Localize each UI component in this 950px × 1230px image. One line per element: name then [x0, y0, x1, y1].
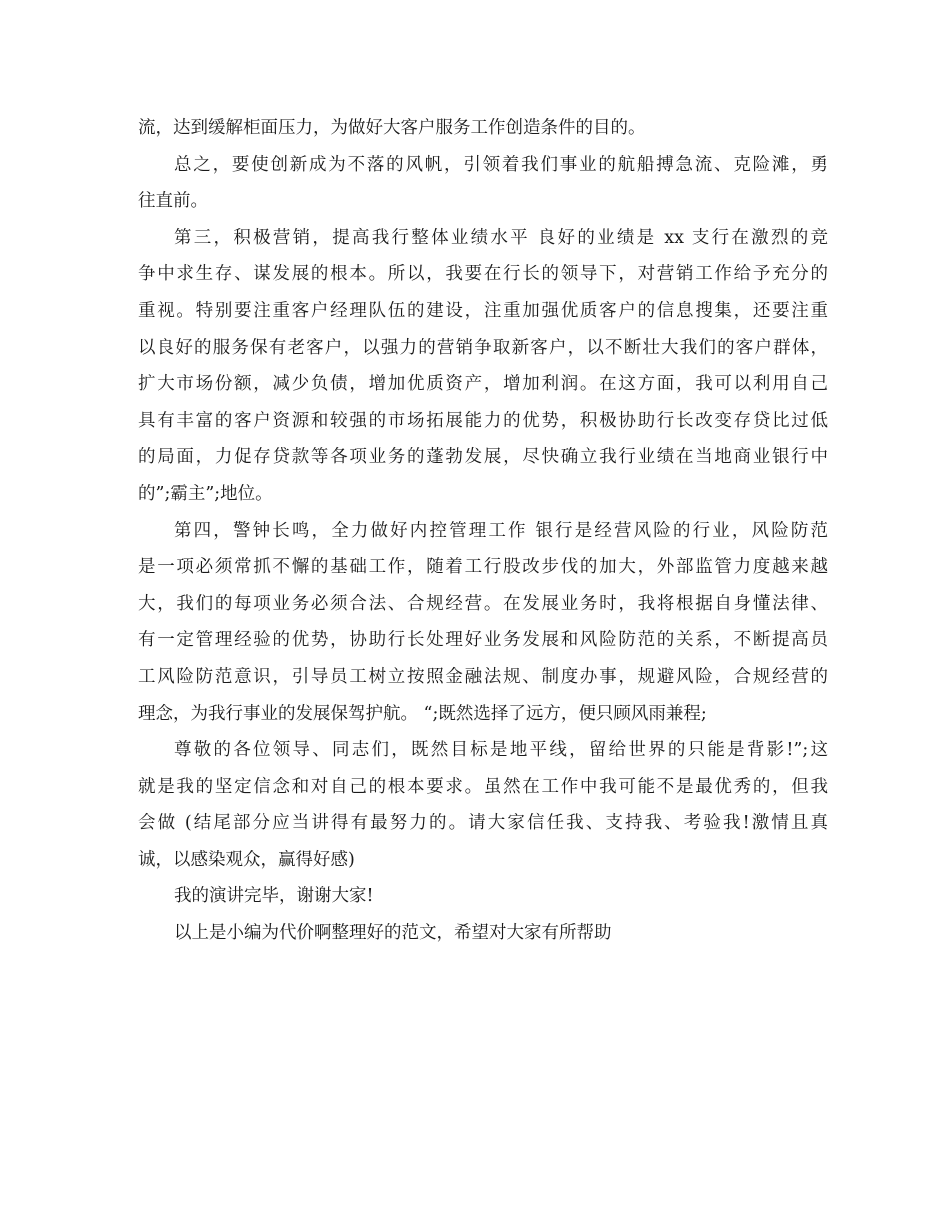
- text-line: 的”;霸主”;地位。: [138, 483, 273, 504]
- text-line: 以良好的服务保有老客户，以强力的营销争取新客户，以不断壮大我们的客户群体，: [138, 337, 828, 358]
- text-line: 诚，以感染观众，赢得好感): [138, 849, 355, 870]
- text-line: 的局面，力促存贷款等各项业务的蓬勃发展，尽快确立我行业绩在当地商业银行中: [138, 447, 828, 468]
- text-line: 争中求生存、谋发展的根本。所以，我要在行长的领导下，对营销工作给予充分的: [138, 264, 828, 285]
- document-body: [138, 110, 828, 952]
- text-line: 具有丰富的客户资源和较强的市场拓展能力的优势，积极协助行长改变存贷比过低: [138, 410, 828, 431]
- text-line: 工风险防范意识，引导员工树立按照金融法规、制度办事，规避风险，合规经营的: [138, 666, 828, 687]
- text-line: 尊敬的各位领导、同志们，既然目标是地平线，留给世界的只能是背影!”;这: [174, 740, 828, 761]
- text-line: 就是我的坚定信念和对自己的根本要求。虽然在工作中我可能不是最优秀的，但我: [138, 776, 828, 797]
- text-line: 流，达到缓解柜面压力，为做好大客户服务工作创造条件的目的。: [138, 118, 646, 138]
- text-line: 理念，为我行事业的发展保驾护航。 “;既然选择了远方，便只顾风雨兼程;: [138, 703, 707, 724]
- text-line: 是一项必须常抓不懈的基础工作，随着工行股改步伐的加大，外部监管力度越来越: [138, 557, 828, 578]
- text-line: 有一定管理经验的优势，协助行长处理好业务发展和风险防范的关系，不断提高员: [138, 630, 828, 651]
- text-line: 重视。特别要注重客户经理队伍的建设，注重加强优质客户的信息搜集，还要注重: [138, 300, 828, 321]
- text-line: 扩大市场份额，减少负债，增加优质资产，增加利润。在这方面，我可以利用自己: [138, 374, 828, 395]
- text-line: 往直前。: [138, 191, 208, 212]
- text-line: 总之，要使创新成为不落的风帆，引领着我们事业的航船搏急流、克险滩，勇: [174, 154, 828, 175]
- text-line: 第三，积极营销，提高我行整体业绩水平 良好的业绩是 xx 支行在激烈的竞: [174, 227, 828, 248]
- text-line: 以上是小编为代价啊整理好的范文，希望对大家有所帮助: [174, 923, 612, 944]
- text-line: 大，我们的每项业务必须合法、合规经营。在发展业务时，我将根据自身懂法律、: [138, 593, 828, 614]
- text-line: 第四，警钟长鸣，全力做好内控管理工作 银行是经营风险的行业，风险防范: [174, 520, 828, 541]
- text-line: 会做 (结尾部分应当讲得有最努力的。请大家信任我、支持我、考验我!激情且真: [138, 813, 828, 834]
- text-line: 我的演讲完毕，谢谢大家!: [174, 886, 374, 907]
